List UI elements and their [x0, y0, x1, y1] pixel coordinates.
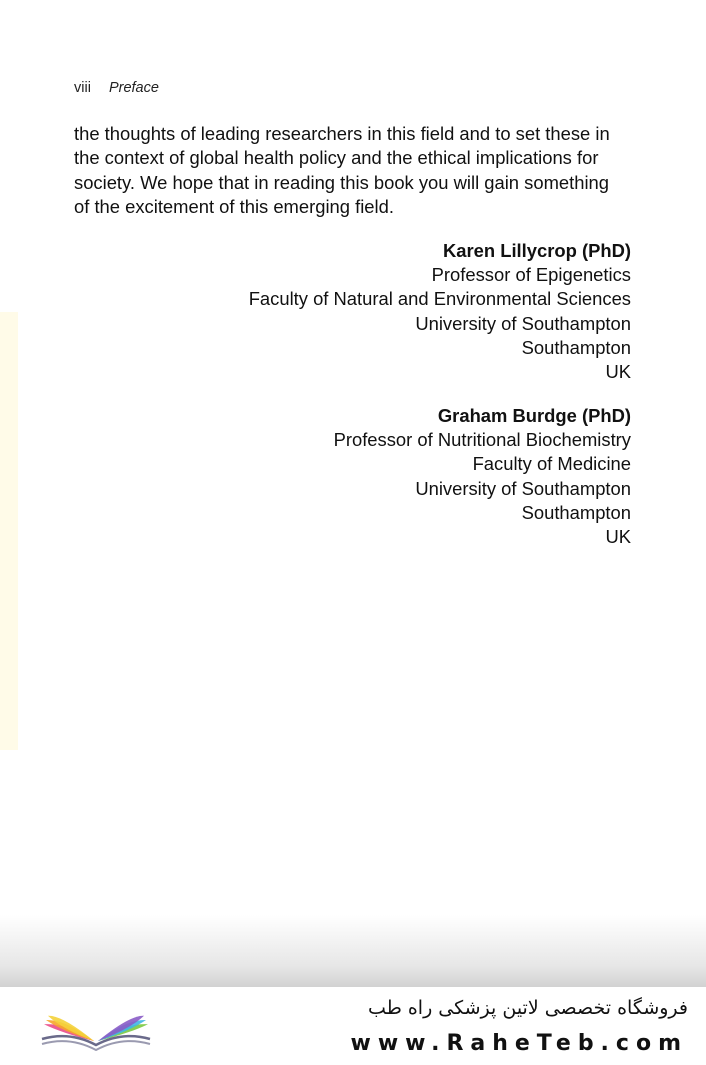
author-faculty: Faculty of Natural and Environmental Sciences [248, 288, 631, 310]
preface-paragraph [74, 122, 634, 219]
author-university: University of Southampton [415, 312, 631, 334]
page-number: viii [74, 80, 91, 96]
section-title: Preface [108, 80, 159, 96]
author-title: Professor of Nutritional Biochemistry [333, 429, 631, 451]
author-name: Graham Burdge (PhD) [437, 405, 631, 426]
signature-block-burdge [334, 404, 631, 549]
page-bottom-shadow [0, 915, 706, 987]
author-name: Karen Lillycrop (PhD) [442, 240, 631, 261]
author-city: Southampton [521, 336, 631, 358]
page-edge-strip [0, 312, 18, 750]
paragraph-line: society. We hope that in reading this book you will gain something [74, 171, 609, 193]
store-name: فروشگاه تخصصی لاتین پزشکی راه طب [368, 997, 688, 1019]
author-university: University of Southampton [415, 477, 631, 499]
paragraph-line: the context of global health policy and the ethical implications for [74, 147, 599, 169]
store-url-link[interactable]: www.RaheTeb.com [350, 1031, 688, 1056]
paragraph-line: of the excitement of this emerging field. [74, 195, 394, 217]
running-head [74, 80, 159, 96]
author-country: UK [605, 526, 631, 548]
store-banner [0, 987, 706, 1065]
author-title: Professor of Epigenetics [431, 264, 631, 286]
open-book-logo-icon [38, 995, 154, 1051]
paragraph-line: the thoughts of leading researchers in this field and to set these in [74, 123, 610, 144]
signature-block-lillycrop [249, 239, 631, 384]
author-country: UK [605, 361, 631, 383]
author-city: Southampton [521, 501, 631, 523]
author-faculty: Faculty of Medicine [472, 453, 631, 475]
